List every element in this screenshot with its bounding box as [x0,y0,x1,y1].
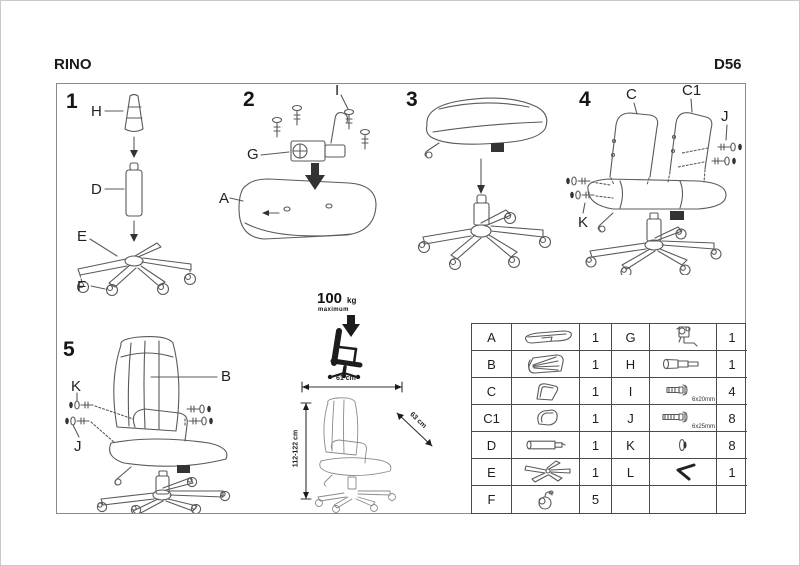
part-id-b: B [472,351,512,378]
weight-note: maximum [318,307,349,313]
dim-width: 61 cm [336,375,356,382]
armrest-icon [512,378,580,405]
part-id-g: G [612,324,650,351]
step-1-number: 1 [66,90,78,113]
part-id-l: L [612,459,650,486]
star-base-icon [512,459,580,486]
step-3-panel [399,85,559,270]
complete-chair-drawing [59,331,264,513]
part-qty-empty [717,486,747,513]
screw-size-label: 6x25mm [691,424,715,430]
part-qty-b: 1 [580,351,612,378]
armrest-icon [512,405,580,432]
part-qty-d: 1 [580,432,612,459]
weight-limit-pictogram [309,315,379,379]
step-5-number: 5 [63,338,75,361]
dimensions-panel [284,373,459,513]
seat-mechanism-drawing [219,89,394,254]
label-i: I [335,82,340,99]
step-2-number: 2 [243,88,255,111]
label-j: J [721,108,729,125]
washer-icon [650,432,717,459]
weight-value: 100 [317,290,343,307]
part-qty-a: 1 [580,324,612,351]
part-id-h: H [612,351,650,378]
seat-icon [512,324,580,351]
backrest-icon [512,351,580,378]
part-qty-f: 5 [580,486,612,513]
seat-to-base-drawing [399,85,559,270]
label-g: G [247,146,259,163]
part-qty-e: 1 [580,459,612,486]
part-qty-c: 1 [580,378,612,405]
part-id-a: A [472,324,512,351]
label-d: D [91,181,102,198]
tilt-mechanism-icon [650,324,717,351]
weight-limit-panel [301,291,401,381]
screw-icon [650,378,717,405]
part-id-j: J [612,405,650,432]
gas-lift-icon [512,432,580,459]
label-e: E [77,228,88,245]
label-b: B [221,368,232,385]
label-c: C [626,86,637,103]
dim-depth: 63 cm [408,411,428,430]
step-2-panel [219,82,394,254]
screw-icon [650,405,717,432]
caster-icon [512,486,580,513]
part-qty-i: 4 [717,378,747,405]
dimensions-drawing [284,373,459,513]
weight-unit: kg [347,296,357,305]
allen-key-icon [650,459,717,486]
part-qty-l: 1 [717,459,747,486]
label-f: F [77,278,87,295]
part-qty-c1: 1 [580,405,612,432]
model-code: D56 [714,56,742,73]
part-id-i: I [612,378,650,405]
part-id-k: K [612,432,650,459]
label-k2: K [71,378,82,395]
parts-table [471,323,746,514]
part-id-c1: C1 [472,405,512,432]
dim-height: 112-122 cm [292,429,300,468]
part-id-c: C [472,378,512,405]
part-qty-k: 8 [717,432,747,459]
part-qty-h: 1 [717,351,747,378]
telescopic-cover-icon [650,351,717,378]
step-4-panel [558,82,746,275]
part-id-e: E [472,459,512,486]
part-id-f: F [472,486,512,513]
label-j2: J [74,438,82,455]
label-h: H [91,103,102,120]
label-c1: C1 [682,82,702,99]
gas-lift-assembly-drawing [63,89,213,301]
screw-size-label: 6x20mm [691,397,715,403]
part-qty-j: 8 [717,405,747,432]
label-k: K [578,214,589,231]
part-qty-g: 1 [717,324,747,351]
label-a: A [219,190,230,207]
part-id-d: D [472,432,512,459]
armrest-assembly-drawing [558,82,746,275]
part-id-empty [612,486,650,513]
step-4-number: 4 [579,88,591,111]
step-3-number: 3 [406,88,418,111]
brand-title: RINO [54,56,92,73]
empty-cell [650,486,717,513]
step-1-panel [63,89,213,301]
step-5-panel [59,331,264,513]
